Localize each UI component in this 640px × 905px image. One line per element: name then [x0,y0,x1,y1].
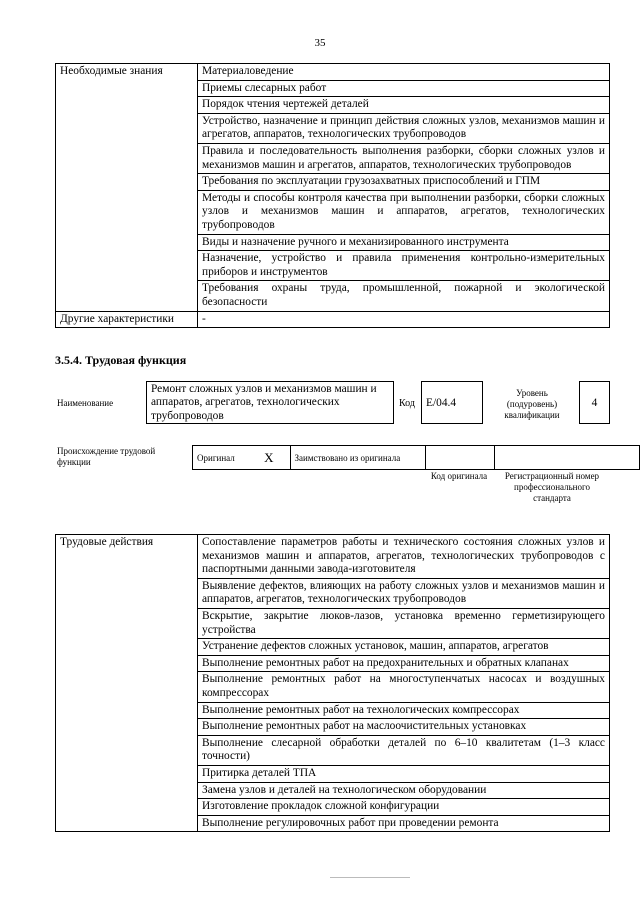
action-item: Замена узлов и деталей на технологическом оборудовании [198,782,610,799]
knowledge-item: Назначение, устройство и правила применения контрольно-измерительных приборов и инструментов [198,251,610,281]
other-characteristics-value: - [198,311,610,328]
action-item: Изготовление прокладок сложной конфигурации [198,799,610,816]
reg-number-label: Регистрационный номер профессионального стандарта [504,471,600,503]
knowledge-item: Виды и назначение ручного и механизированного инструмента [198,234,610,251]
knowledge-item: Методы и способы контроля качества при выполнении разборки, сборки сложных узлов и механизмов машин и аппаратов, агрегатов, технологических трубопроводов [198,190,610,234]
action-item: Устранение дефектов сложных установок, машин, аппаратов, агрегатов [198,639,610,656]
action-item: Выполнение ремонтных работ на предохранительных и обратных клапанах [198,655,610,672]
name-label: Наименование [57,398,114,408]
action-item: Выполнение ремонтных работ на маслоочистительных установках [198,719,610,736]
level-box: 4 [579,381,610,424]
section-title: 3.5.4. Трудовая функция [55,353,187,367]
knowledge-item: Требования по эксплуатации грузозахватных приспособлений и ГПМ [198,174,610,191]
action-item: Притирка деталей ТПА [198,765,610,782]
action-item: Выполнение ремонтных работ на технологических компрессорах [198,702,610,719]
other-characteristics-label: Другие характеристики [56,311,198,328]
knowledge-item: Порядок чтения чертежей деталей [198,97,610,114]
borrowed-label: Заимствовано из оригинала [290,446,426,470]
original-mark: X [260,446,290,470]
action-item: Сопоставление параметров работы и технического состояния сложных узлов и механизмов машин и аппаратов, агрегатов, технологических трубопроводов с паспортными данными завода-изготовителя [198,535,610,579]
action-item: Выполнение слесарной обработки деталей по 6–10 квалитетам (1–3 класс точности) [198,735,610,765]
action-item: Вскрытие, закрытие люков-лазов, установка временно герметизирующего устройства [198,608,610,638]
level-label: Уровень (подуровень) квалификации [504,388,560,420]
knowledge-item: Устройство, назначение и принцип действия сложных узлов, механизмов машин и агрегатов, аппаратов, технологических трубопроводов [198,113,610,143]
actions-label: Трудовые действия [56,535,198,832]
knowledge-label: Необходимые знания [56,64,198,312]
knowledge-item: Правила и последовательность выполнения разборки, сборки сложных узлов и механизмов машин и агрегатов, аппаратов, технологических трубопроводов [198,143,610,173]
actions-table [55,534,610,832]
code-original-label: Код оригинала [430,471,488,481]
action-item: Выполнение регулировочных работ при проведении ремонта [198,815,610,832]
knowledge-table [55,63,610,328]
code-original-cell [426,446,494,470]
knowledge-item: Требования охраны труда, промышленной, пожарной и экологической безопасности [198,281,610,311]
code-box: E/04.4 [421,381,483,424]
original-label: Оригинал [193,446,261,470]
action-item: Выполнение ремонтных работ на многоступенчатых насосах и воздушных компрессорах [198,672,610,702]
knowledge-item: Приемы слесарных работ [198,80,610,97]
code-label: Код [399,398,415,409]
origin-label: Происхождение трудовой функции [57,446,156,467]
function-name-box: Ремонт сложных узлов и механизмов машин и аппаратов, агрегатов, технологических трубопроводов [146,381,394,424]
action-item: Выявление дефектов, влияющих на работу сложных узлов и механизмов машин и аппаратов, агрегатов, технологических трубопроводов [198,578,610,608]
page-number: 35 [314,37,326,49]
knowledge-item: Материаловедение [198,64,610,81]
origin-table [192,445,640,470]
reg-number-cell [494,446,639,470]
footer-divider [330,877,410,878]
